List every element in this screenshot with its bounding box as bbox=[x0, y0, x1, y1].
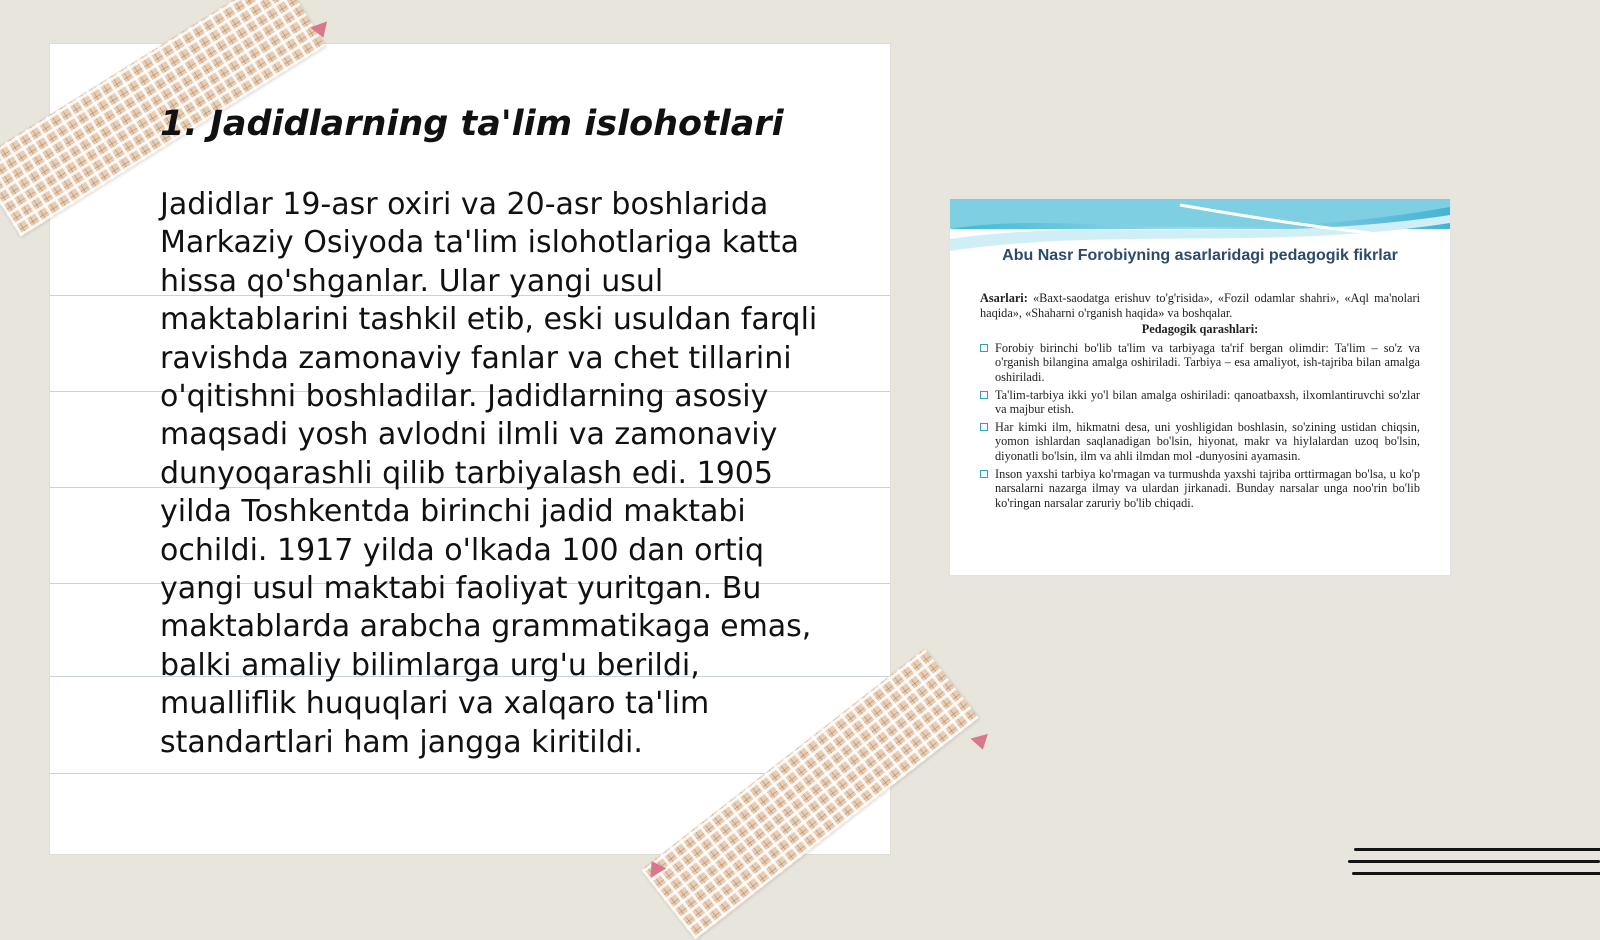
list-item-text: Har kimki ilm, hikmatni desa, uni yoshligidan boshlasin, so'zining ustidan chiqsin, yomon ishlardan saqlanadigan bo'lsin, hiyonat, makr va hiylalardan uzoq bo'lsin, diyonatli bo'lsin, ilm va ahli ilmdan mol -dunyosini ayamasin. bbox=[995, 419, 1420, 463]
list-item-text: Ta'lim-tarbiya ikki yo'l bilan amalga oshiriladi: qanoatbaxsh, ilxomlantiruvchi so'zlar va majbur etish. bbox=[995, 387, 1420, 417]
works-label: Asarlari: bbox=[980, 291, 1028, 305]
decorative-lines bbox=[1348, 838, 1600, 888]
slide-title: Abu Nasr Forobiyning asarlaridagi pedagogik fikrlar bbox=[1002, 247, 1398, 264]
pin-icon bbox=[970, 734, 991, 752]
list-item bbox=[980, 467, 1420, 511]
list-item bbox=[980, 341, 1420, 385]
works-text: «Baxt-saodatga erishuv to'g'risida», «Fozil odamlar shahri», «Aql ma'nolari haqida», «Shaharni o'rganish haqida» va boshqalar. bbox=[980, 291, 1421, 320]
slide-subheading: Pedagogik qarashlari: bbox=[1141, 322, 1259, 337]
embedded-slide-image bbox=[950, 199, 1450, 575]
decorative-line bbox=[1352, 872, 1600, 875]
checkbox-icon bbox=[980, 391, 988, 399]
checkbox-icon bbox=[980, 423, 988, 431]
list-item bbox=[980, 388, 1420, 417]
list-item bbox=[980, 420, 1420, 464]
pin-icon bbox=[310, 21, 332, 40]
checkbox-icon bbox=[980, 344, 988, 352]
slide-works bbox=[980, 291, 1420, 320]
decorative-line bbox=[1348, 860, 1600, 863]
list-item-text: Inson yaxshi tarbiya ko'rmagan va turmushda yaxshi tajriba orttirmagan bo'lsa, u ko'p narsalarni nazarga ilmay va ulardan jirkanadi. Bunday narsalar unga noo'rin bo'lib ko'ringan narsalar zaruriy bo'lib chiqadi. bbox=[995, 466, 1420, 510]
slide-body bbox=[980, 291, 1420, 513]
checkbox-icon bbox=[980, 470, 988, 478]
list-item-text: Forobiy birinchi bo'lib ta'lim va tarbiyaga ta'rif bergan olimdir: Ta'lim – so'z va o'rganish bilangina amalga oshiriladi. Tarbiya – esa amaliyot, ish-tajriba bilan amalga oshiriladi. bbox=[995, 340, 1420, 384]
page-title: 1. Jadidlarning ta'lim islohotlari bbox=[160, 104, 784, 144]
body-paragraph: Jadidlar 19-asr oxiri va 20-asr boshlarida Markaziy Osiyoda ta'lim islohotlariga katta hissa qo'shganlar. Ular yangi usul maktablarini tashkil etib, eski usuldan farqli ravishda zamonaviy fanlar va chet tillarini o'qitishni boshladilar. Jadidlarning asosiy maqsadi yosh avlodni ilmli va zamonaviy dunyoqarashli qilib tarbiyalash edi. 1905 yilda Toshkentda birinchi jadid maktabi ochildi. 1917 yilda o'lkada 100 dan ortiq yangi usul maktabi faoliyat yuritgan. Bu maktablarda arabcha grammatikaga emas, balki amaliy bilimlarga urg'u berildi, mualliflik huquqlari va xalqaro ta'lim standartlari ham jangga kiritildi. bbox=[160, 187, 818, 760]
decorative-line bbox=[1354, 848, 1600, 851]
